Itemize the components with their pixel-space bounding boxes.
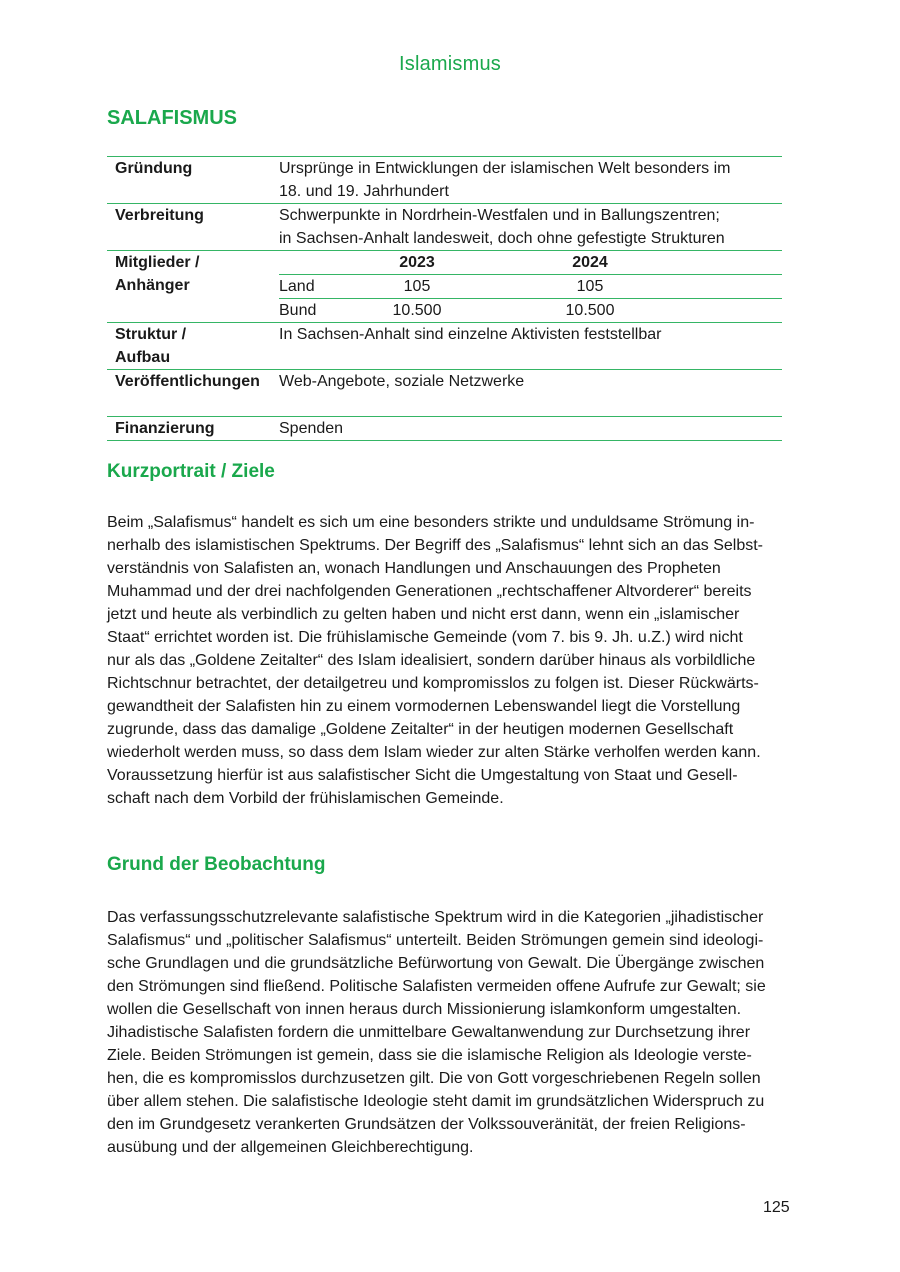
- paragraph-line: Muhammad und der drei nachfolgenden Generationen „rechtschaffener Altvorderer“ bereits: [107, 583, 752, 600]
- members-value: 105: [576, 278, 604, 295]
- members-row-label: Land: [279, 278, 315, 295]
- members-value: 10.500: [392, 302, 442, 319]
- paragraph-line: Jihadistische Salafisten fordern die unmittelbare Gewaltanwendung zur Durchsetzung ihrer: [107, 1024, 751, 1041]
- members-table: [279, 251, 782, 322]
- paragraph-line: verständnis von Salafisten an, wonach Handlungen und Anschauungen des Propheten: [107, 560, 721, 577]
- paragraph-line: den Strömungen sind fließend. Politische Salafisten vermeiden offene Aufrufe zur Gewalt; sie: [107, 978, 766, 995]
- paragraph-line: Beim „Salafismus“ handelt es sich um eine besonders strikte und unduldsame Strömung in-: [107, 514, 755, 531]
- members-header-row: [279, 251, 782, 274]
- document-title: SALAFISMUS: [107, 107, 237, 129]
- fact-value-line: 18. und 19. Jahrhundert: [279, 183, 449, 200]
- paragraph-line: gewandtheit der Salafisten hin zu einem vormodernen Lebenswandel liegt die Vorstellung: [107, 698, 741, 715]
- paragraph-line: nerhalb des islamistischen Spektrums. Der Begriff des „Salafismus“ lehnt sich an das Selbst-: [107, 537, 763, 554]
- fact-value: In Sachsen-Anhalt sind einzelne Aktivisten feststellbar: [279, 326, 662, 343]
- paragraph-line: ausübung und der allgemeinen Gleichberechtigung.: [107, 1139, 474, 1156]
- paragraph-line: Voraussetzung hierfür ist aus salafistischer Sicht die Umgestaltung von Staat und Gesell-: [107, 767, 738, 784]
- fact-label: Gründung: [115, 160, 193, 177]
- fact-row-struktur: [107, 322, 782, 369]
- paragraph-line: schaft nach dem Vorbild der frühislamischen Gemeinde.: [107, 790, 504, 807]
- page-number: 125: [763, 1199, 790, 1216]
- members-value: 10.500: [565, 302, 615, 319]
- members-row-label: Bund: [279, 302, 317, 319]
- fact-row-gruendung: [107, 156, 782, 203]
- page-header: Islamismus: [398, 53, 501, 75]
- paragraph-line: Richtschnur betrachtet, der detailgetreu und kompromisslos zu folgen ist. Dieser Rückwärts-: [107, 675, 759, 692]
- paragraph-line: Salafismus“ und „politischer Salafismus“ unterteilt. Beiden Strömungen gemein sind ideologi-: [107, 932, 764, 949]
- paragraph-grund: [107, 906, 791, 1159]
- year-header: 2023: [399, 254, 435, 271]
- paragraph-kurzportrait: [107, 511, 791, 810]
- fact-value: Web-Angebote, soziale Netzwerke: [279, 373, 525, 390]
- fact-label-line: Aufbau: [115, 349, 171, 366]
- fact-value-line: Ursprünge in Entwicklungen der islamischen Welt besonders im: [279, 160, 731, 177]
- fact-value: Spenden: [279, 420, 344, 437]
- members-row-bund: [279, 298, 782, 322]
- paragraph-line: jetzt und heute als verbindlich zu gelten haben und nicht erst dann, wenn ein „islamischer: [107, 606, 740, 623]
- paragraph-line: Staat“ errichtet worden ist. Die frühislamische Gemeinde (vom 7. bis 9. Jh. u.Z.) wird nicht: [107, 629, 743, 646]
- fact-label-line: Struktur /: [115, 326, 187, 343]
- fact-label: [107, 251, 279, 322]
- fact-table: [107, 156, 782, 441]
- year-header: 2024: [572, 254, 608, 271]
- paragraph-line: nur als das „Goldene Zeitalter“ des Islam idealisiert, sondern darüber hinaus als vorbildliche: [107, 652, 756, 669]
- fact-label-line: Mitglieder /: [115, 254, 200, 271]
- paragraph-line: wollen die Gesellschaft von innen heraus durch Missionierung islamkonform umgestalten.: [107, 1001, 742, 1018]
- fact-row-finanzierung: [107, 416, 782, 441]
- paragraph-line: Ziele. Beiden Strömungen ist gemein, dass sie die islamische Religion als Ideologie verste-: [107, 1047, 752, 1064]
- paragraph-line: Das verfassungsschutzrelevante salafistische Spektrum wird in die Kategorien „jihadistischer: [107, 909, 764, 926]
- paragraph-line: zugrunde, dass das damalige „Goldene Zeitalter“ in der heutigen modernen Gesellschaft: [107, 721, 734, 738]
- fact-label: [107, 323, 279, 369]
- paragraph-line: über allem stehen. Die salafistische Ideologie steht damit im grundsätzlichen Widerspruch zu: [107, 1093, 765, 1110]
- fact-label: Veröffentlichungen: [115, 373, 260, 390]
- section-title-kurzportrait: Kurzportrait / Ziele: [107, 461, 275, 482]
- paragraph-line: den im Grundgesetz verankerten Grundsätzen der Volkssouveränität, der freien Religions-: [107, 1116, 746, 1133]
- fact-row-verbreitung: [107, 203, 782, 250]
- fact-value-line: Schwerpunkte in Nordrhein-Westfalen und in Ballungszentren;: [279, 207, 720, 224]
- fact-label: Verbreitung: [115, 207, 204, 224]
- fact-label-line: Anhänger: [115, 277, 190, 294]
- paragraph-line: wiederholt werden muss, so dass dem Islam wieder zur alten Stärke verholfen werden kann.: [107, 744, 761, 761]
- fact-value: [279, 157, 782, 203]
- fact-row-veroeffentlichungen: [107, 369, 782, 416]
- paragraph-line: sche Grundlagen und die grundsätzliche Befürwortung von Gewalt. Die Übergänge zwischen: [107, 955, 765, 972]
- section-title-grund: Grund der Beobachtung: [107, 854, 326, 875]
- members-value: 105: [403, 278, 431, 295]
- members-row-land: [279, 274, 782, 298]
- fact-value: [279, 204, 782, 250]
- fact-row-mitglieder: [107, 250, 782, 322]
- fact-value-line: in Sachsen-Anhalt landesweit, doch ohne gefestigte Strukturen: [279, 230, 725, 247]
- fact-label: Finanzierung: [115, 420, 215, 437]
- paragraph-line: hen, die es kompromisslos durchzusetzen gilt. Die von Gott vorgeschriebenen Regeln sollen: [107, 1070, 761, 1087]
